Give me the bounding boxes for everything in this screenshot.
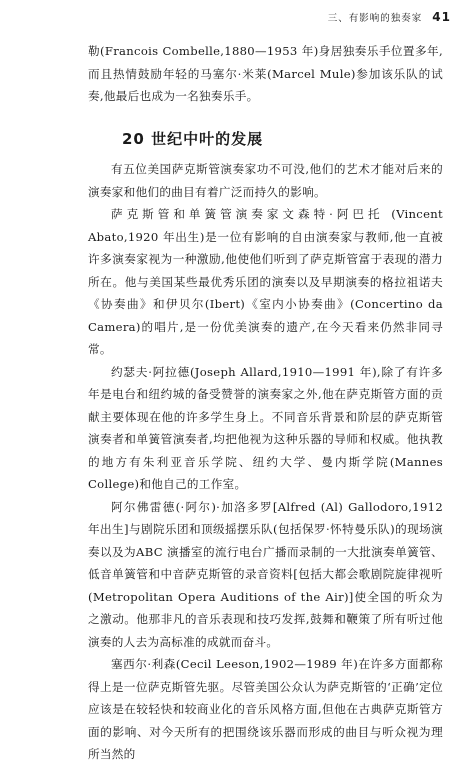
running-header-title: 三、有影响的独奏家 bbox=[327, 13, 423, 24]
page-number: 41 bbox=[432, 10, 451, 24]
opening-text bbox=[88, 40, 443, 108]
opening-paragraph: 勒(Francois Combelle,1880—1953 年)身居独奏乐手位置多年,而且热情鼓励年轻的马塞尔·米莱(Marcel Mule)参加该乐队的试奏,他最后也成为一名独奏乐手。 bbox=[88, 44, 443, 103]
body-paragraph-abato: 萨克斯管和单簧管演奏家文森特·阿巴托 (Vincent Abato,1920 年出生)是一位有影响的自由演奏家与教师,他一直被许多演奏家视为一种激励,他使他们听到了萨克斯管富于表现的潜力所在。他与美国某些最优秀乐团的演奏以及早期演奏的格拉祖诺夫《协奏曲》和伊贝尔(Ibert)《室内小协奏曲》(Concertino da Camera)的唱片,是一份优美演奏的遗产,在今天看来仍然非同寻常。 bbox=[88, 207, 443, 356]
body-paragraph-intro: 有五位美国萨克斯管演奏家功不可没,他们的艺术才能对后来的演奏家和他们的曲目有着广泛而持久的影响。 bbox=[88, 162, 443, 199]
body-paragraph-gallodoro: 阿尔佛雷德(·阿尔)·加洛多罗[Alfred (Al) Gallodoro,1912 年出生]与剧院乐团和顶级摇摆乐队(包括保罗·怀特曼乐队)的现场演奏以及为ABC 演播室的流行电台广播而录制的一大批演奏单簧管、低音单簧管和中音萨克斯管的录音资料[包括大都会歌剧院旋律视听(Metropolitan Opera Auditions of the Air)]使全国的听众为之激动。他那非凡的音乐表现和技巧发挥,鼓舞和鞭策了所有听过他演奏的人去为高标准的成就而奋斗。 bbox=[88, 499, 443, 649]
body-paragraph-allard: 约瑟夫·阿拉德(Joseph Allard,1910—1991 年),除了有许多年是电台和纽约城的备受赞誉的演奏家之外,他在萨克斯管方面的贡献主要体现在他的许多学生身上。不同音乐背景和阶层的萨克斯管演奏者和单簧管演奏者,均把他视为这种乐器的导师和权威。他执教的地方有朱利亚音乐学院、纽约大学、曼内斯学院(Mannes College)和他自己的工作室。 bbox=[88, 364, 443, 491]
running-header bbox=[328, 10, 451, 24]
section-body bbox=[88, 158, 443, 766]
section-heading: 20 世纪中叶的发展 bbox=[122, 130, 264, 148]
body-paragraph-leeson: 塞西尔·利森(Cecil Leeson,1902—1989 年)在许多方面都称得上是一位萨克斯管先驱。尽管美国公众认为萨克斯管的‘正确’定位应该是在较轻快和较商业化的音乐风格方面,但他在古典萨克斯管方面的影响、对今天所有的把围绕该乐器而形成的曲目与听众视为理所当然的 bbox=[88, 657, 443, 761]
